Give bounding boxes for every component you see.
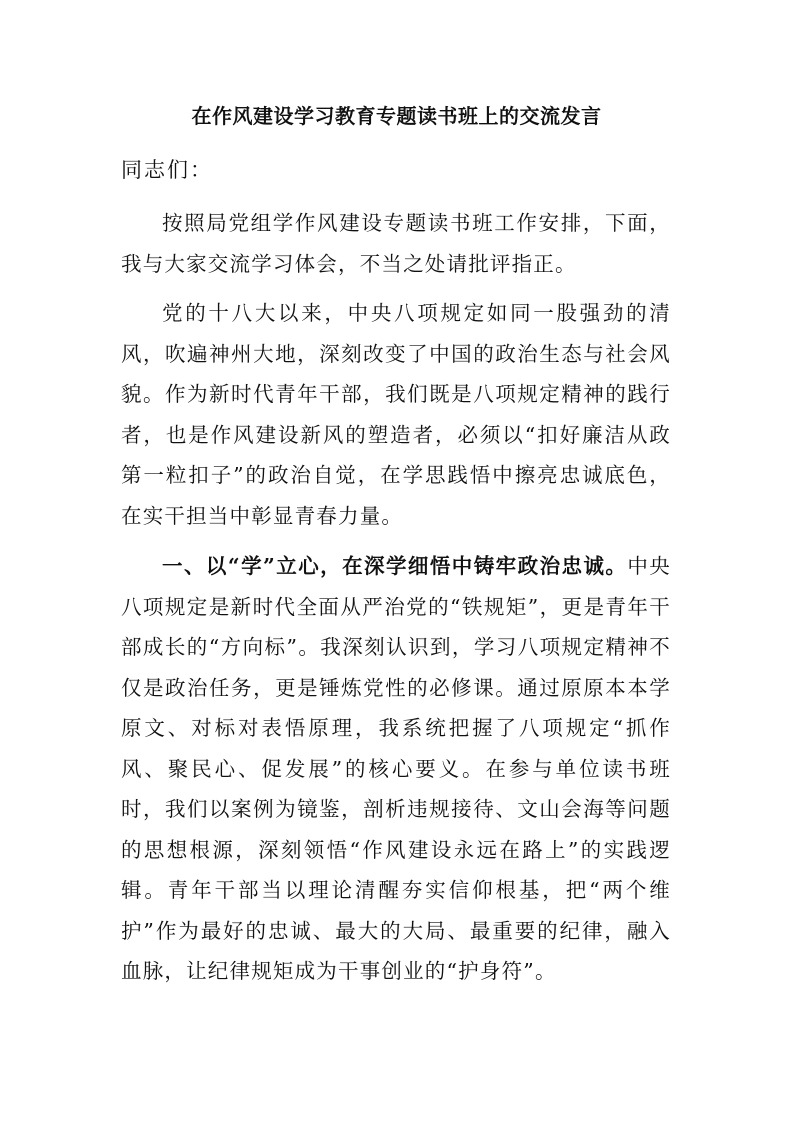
document-title: 在作风建设学习教育专题读书班上的交流发言	[191, 104, 602, 128]
section-one-body: 中央八项规定是新时代全面从严治党的“铁规矩”，更是青年干部成长的“方向标”。我深刻认识到，学习八项规定精神不仅是政治任务，更是锤炼党性的必修课。通过原原本本学原文、对标对表悟原理，我系统把握了八项规定“抓作风、聚民心、促发展”的核心要义。在参与单位读书班时，我们以案例为镜鉴，剖析违规接待、文山会海等问题的思想根源，深刻领悟“作风建设永远在路上”的实践逻辑。青年干部当以理论清醒夯实信仰根基，把“两个维护”作为最好的忠诚、最大的大局、最重要的纪律，融入血脉，让纪律规矩成为干事创业的“护身符”。	[121, 554, 672, 983]
section-one-heading: 一、以“学”立心，在深学细悟中铸牢政治忠诚。	[162, 554, 628, 578]
greeting: 同志们：	[121, 158, 213, 182]
paragraph-background: 党的十八大以来，中央八项规定如同一股强劲的清风，吹遍神州大地，深刻改变了中国的政治生态与社会风貌。作为新时代青年干部，我们既是八项规定精神的践行者，也是作风建设新风的塑造者，必须以“扣好廉洁从政第一粒扣子”的政治自觉，在学思践悟中擦亮忠诚底色，在实干担当中彰显青春力量。	[121, 301, 671, 528]
paragraph-section-one	[121, 546, 671, 992]
paragraph-intro: 按照局党组学作风建设专题读书班工作安排，下面，我与大家交流学习体会，不当之处请批评指正。	[121, 211, 671, 276]
